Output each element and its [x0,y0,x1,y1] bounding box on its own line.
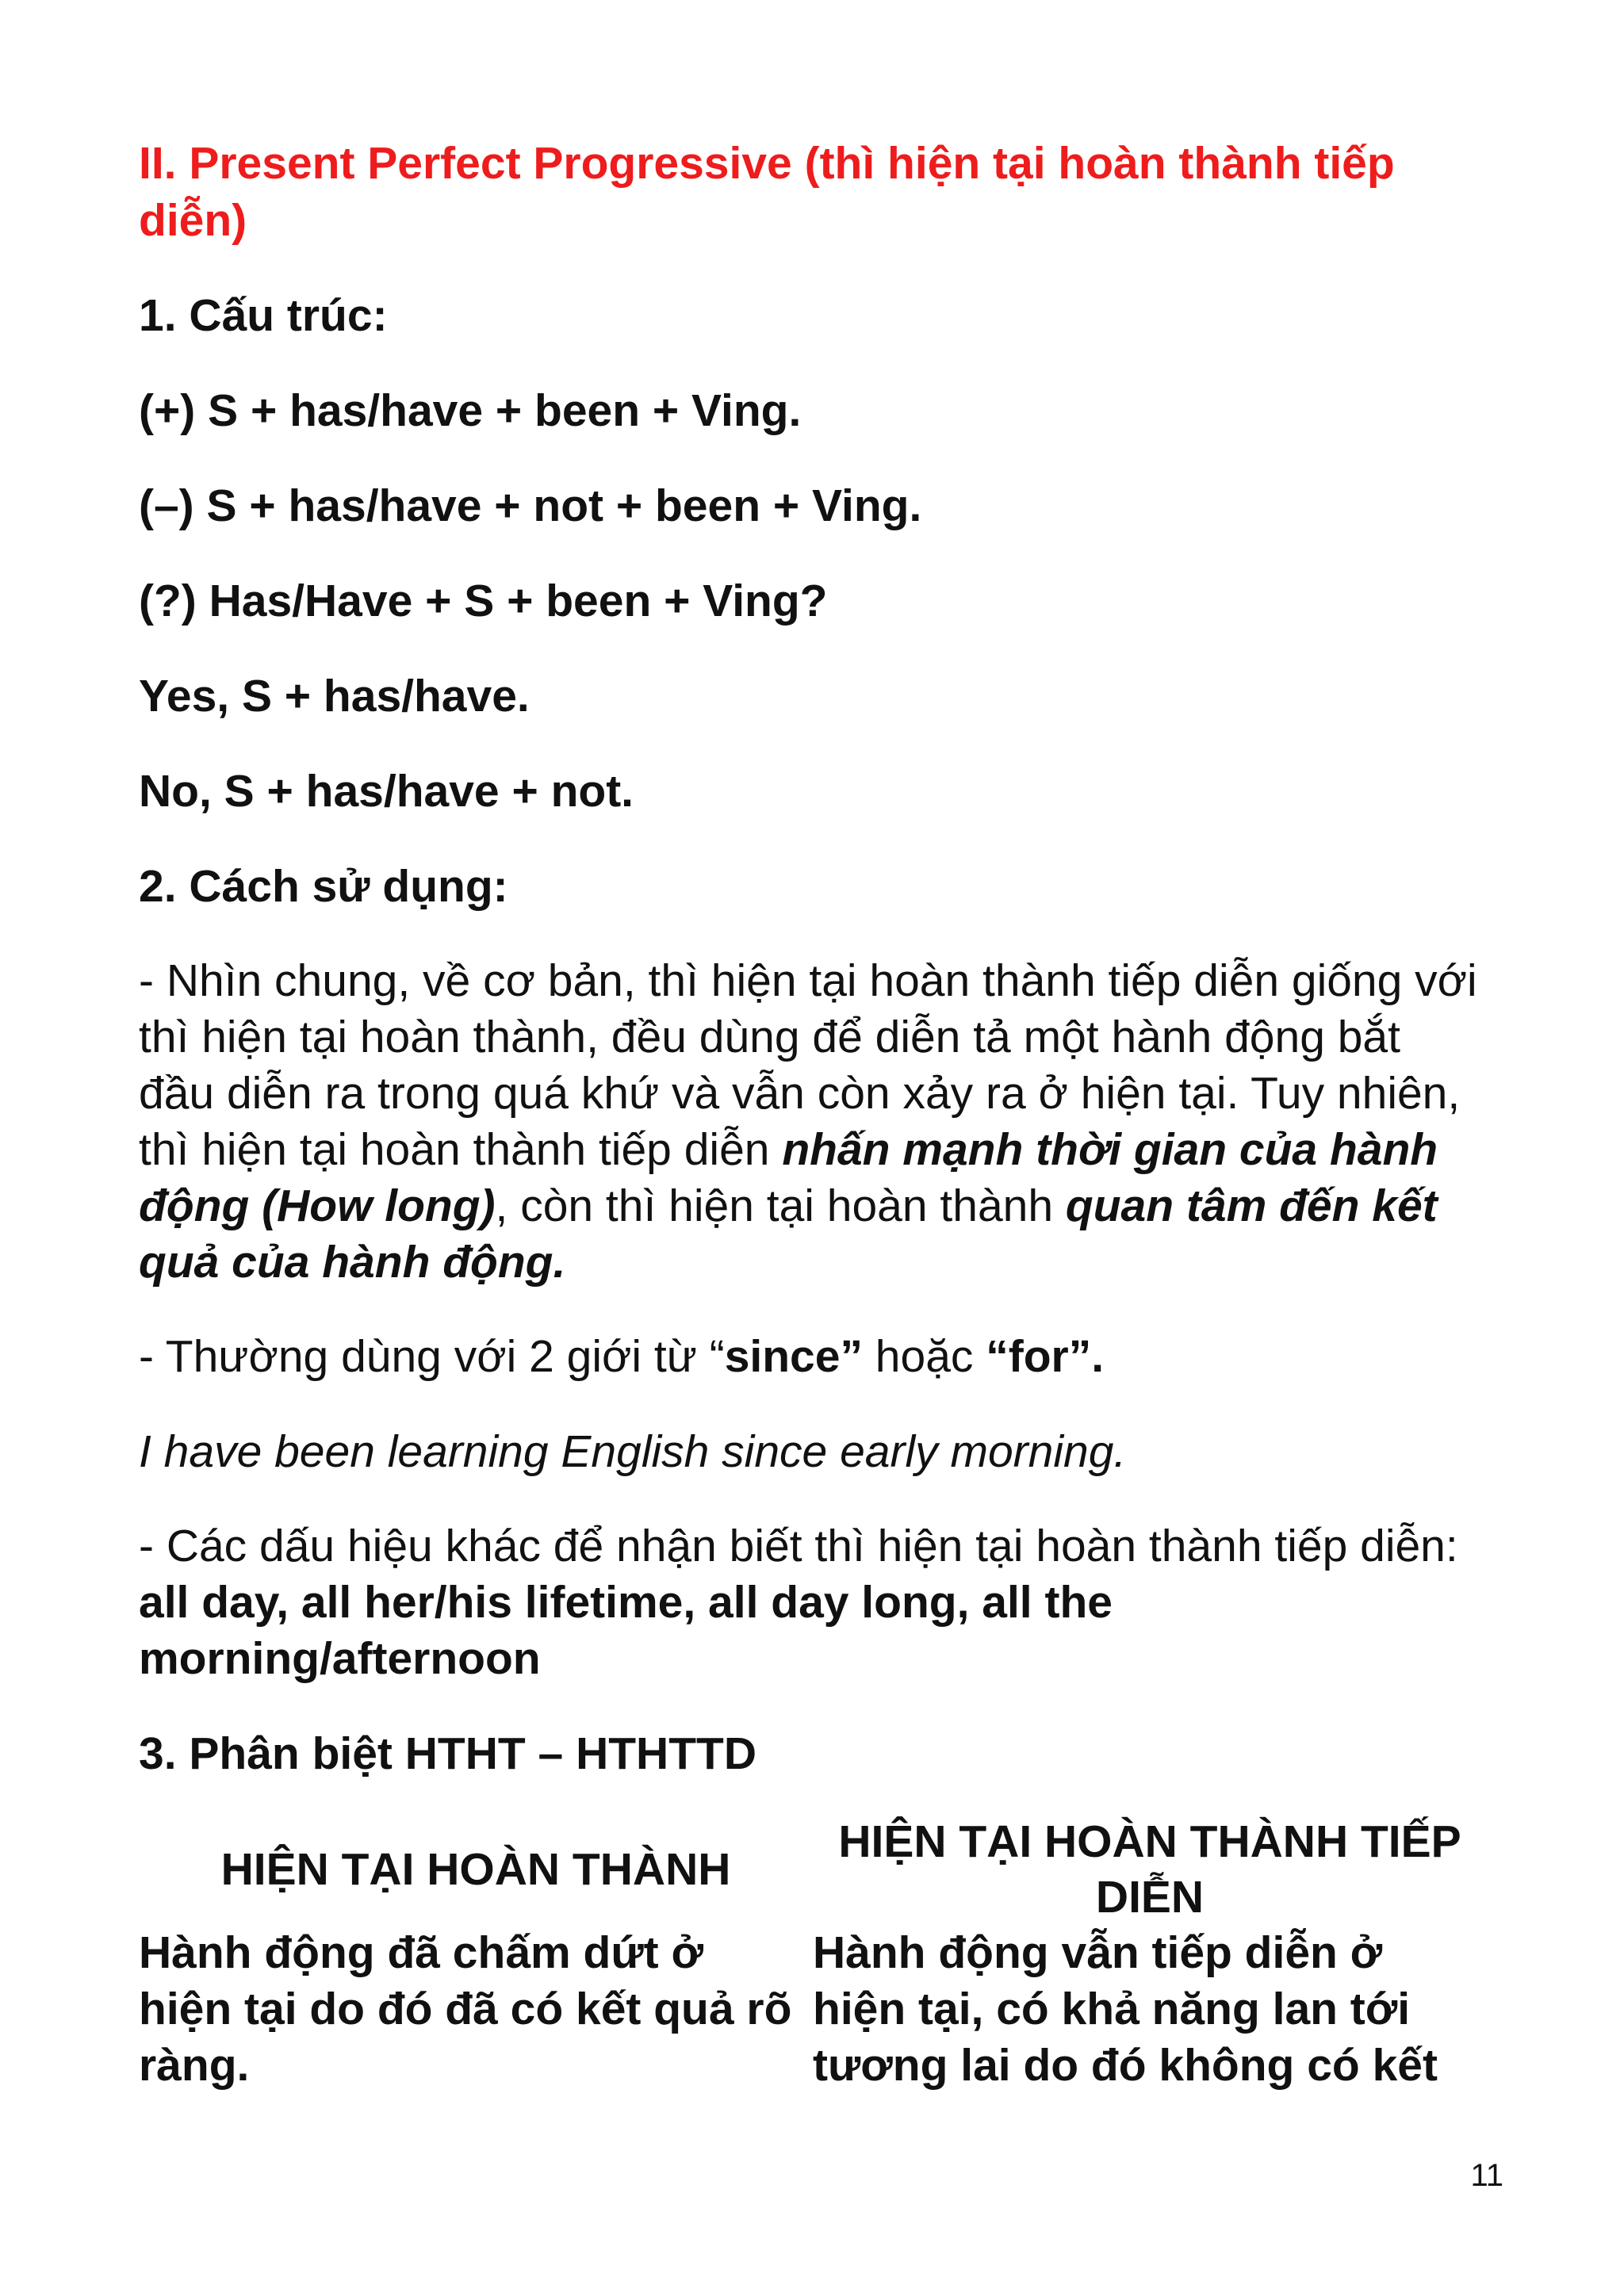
comparison-column-present-perfect-progressive [813,1814,1487,2094]
usage-p2-for: “for”. [986,1331,1105,1382]
formula-affirmative: (+) S + has/have + been + Ving. [139,385,802,436]
column-header-present-perfect: HIỆN TẠI HOÀN THÀNH [220,1844,731,1895]
usage-p2-start: - Thường dùng với 2 giới từ “ [139,1331,725,1382]
formula-no-answer: No, S + has/have + not. [139,766,634,817]
formula-yes-answer: Yes, S + has/have. [139,671,530,721]
usage-paragraph-1 [139,953,1487,1291]
formula-question: (?) Has/Have + S + been + Ving? [139,576,828,626]
example-sentence: I have been learning English since early morning. [139,1426,1127,1477]
comparison-column-present-perfect [139,1814,813,2094]
comparison-table [139,1814,1487,2094]
page-number: 11 [1470,2158,1503,2193]
usage-paragraph-3 [139,1518,1487,1687]
usage-p3-start: - Các dấu hiệu khác để nhận biết thì hiện tại hoàn thành tiếp diễn: [139,1521,1458,1571]
usage-p1-start: - Nhìn chung, về cơ bản, thì hiện tại hoàn thành tiếp diễn giống với thì hiện tại hoàn thành, đều dùng để diễn tả một hành động bắt đầu diễn ra trong quá khứ và vẫn còn xảy ra ở hiện tại. Tuy nhiên, thì hiện tại hoàn thành tiếp diễn [139,955,1477,1175]
usage-p1-emphasis-duration: nhấn mạnh thời gian của hành động (How long) [139,1124,1438,1231]
column-text-present-perfect: Hành động đã chấm dứt ở hiện tại do đó đã có kết quả rõ ràng. [139,1927,792,2091]
column-text-present-perfect-progressive: Hành động vẫn tiếp diễn ở hiện tại, có khả năng lan tới tương lai do đó không có kết [813,1927,1438,2091]
usage-p1-mid: , còn thì hiện tại hoàn thành [495,1181,1066,1231]
usage-p1-emphasis-result: quan tâm đến kết quả của hành động. [139,1181,1438,1288]
column-header-present-perfect-progressive: HIỆN TẠI HOÀN THÀNH TIẾP DIỄN [838,1816,1461,1923]
usage-p3-signals: all day, all her/his lifetime, all day long, all the morning/afternoon [139,1577,1113,1684]
document-page [139,135,1487,2094]
section-title: II. Present Perfect Progressive (thì hiện tại hoàn thành tiếp diễn) [139,138,1395,246]
usage-p2-mid: hoặc [862,1331,986,1382]
usage-paragraph-2 [139,1329,1487,1385]
formula-negative: (–) S + has/have + not + been + Ving. [139,480,922,531]
structure-heading: 1. Cấu trúc: [139,290,388,341]
usage-heading: 2. Cách sử dụng: [139,861,508,912]
usage-p2-since: since” [724,1331,863,1382]
comparison-heading: 3. Phân biệt HTHT – HTHTTD [139,1728,757,1779]
